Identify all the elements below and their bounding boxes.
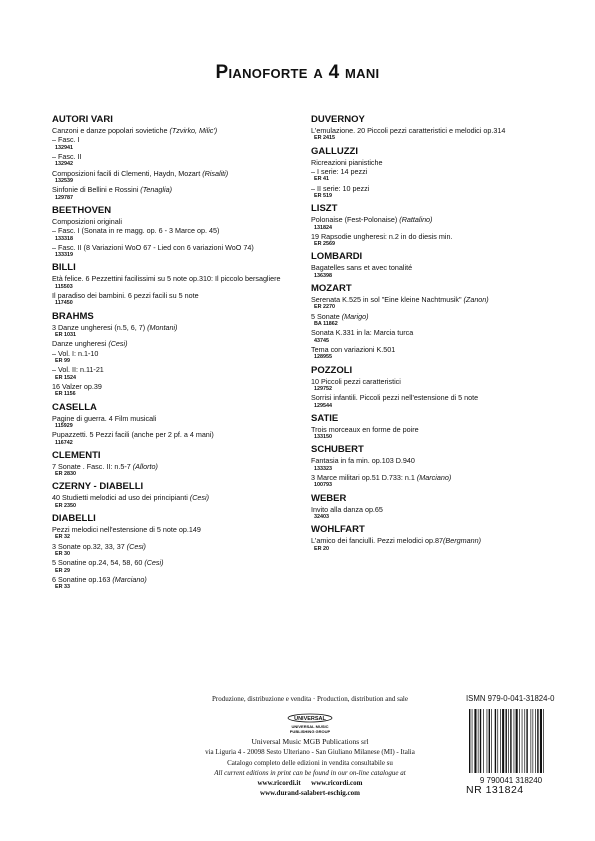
- work-title: Sorrisi infantili. Piccoli pezzi nell'estensione di 5 note: [311, 393, 479, 403]
- work-title: – Fasc. II: [52, 152, 82, 162]
- barcode-bar: [535, 709, 536, 773]
- composer-heading: LISZT: [311, 203, 338, 215]
- work-entry: [311, 536, 561, 545]
- edition-code: ER 1156: [55, 391, 76, 398]
- work-entry: [52, 575, 302, 584]
- composer-heading: BILLI: [52, 262, 76, 274]
- work-arranger: (Marigo): [341, 311, 369, 321]
- website-ricordi-it[interactable]: www.ricordi.it: [257, 779, 301, 788]
- work-entry: [52, 558, 302, 567]
- work-title: Composizioni originali: [52, 216, 122, 226]
- work-entry: [311, 425, 561, 434]
- work-title: L'emulazione. 20 Piccoli pezzi caratteristici e melodici op.314: [311, 126, 506, 135]
- work-title: 3 Marce militari op.51 D.733: n.1: [311, 472, 417, 482]
- work-arranger: (Marciano): [112, 574, 147, 584]
- work-entry: [52, 135, 302, 144]
- publisher-footer: [160, 694, 460, 798]
- ismn-code: ISMN 979-0-041-31824-0: [466, 694, 555, 703]
- work-title: Sonata K.331 in la: Marcia turca: [311, 328, 414, 338]
- edition-code: 131824: [314, 224, 332, 231]
- work-entry: [52, 185, 302, 194]
- work-title: 16 Valzer op.39: [52, 381, 102, 391]
- catalogue-right-column: [311, 111, 561, 553]
- edition-code: 129787: [55, 194, 73, 201]
- work-title: Canzoni e danze popolari sovietiche: [52, 126, 170, 135]
- logo-text-group: PUBLISHING GROUP: [289, 729, 331, 735]
- work-entry: [311, 377, 561, 386]
- edition-code: 115929: [55, 422, 73, 429]
- edition-code: ER 32: [55, 534, 70, 541]
- work-title: Fantasia in fa min. op.103 D.940: [311, 456, 415, 466]
- barcode-bar: [510, 709, 511, 773]
- work-arranger: (Risaliti): [202, 168, 229, 178]
- work-entry: [52, 243, 302, 252]
- barcode-bar: [478, 709, 479, 773]
- edition-code: BA 11862: [314, 321, 338, 328]
- work-entry: [52, 414, 302, 423]
- work-entry: [52, 430, 302, 439]
- work-title: Bagatelles sans et avec tonalité: [311, 263, 413, 273]
- work-title: 40 Studietti melodici ad uso dei principianti: [52, 493, 190, 503]
- work-title: Sinfonie di Bellini e Rossini: [52, 185, 141, 195]
- work-title: 3 Sonate op.32, 33, 37: [52, 541, 127, 551]
- work-title: Pupazzetti. 5 Pezzi facili (anche per 2 pf. a 4 mani): [52, 430, 214, 440]
- work-title: 5 Sonatine op.24, 54, 58, 60: [52, 558, 145, 568]
- work-entry: [52, 349, 302, 358]
- edition-code: 133318: [55, 235, 73, 242]
- barcode-bar: [524, 709, 525, 773]
- barcode-bar: [497, 709, 498, 773]
- composer-heading: SATIE: [311, 412, 339, 424]
- work-entry: [52, 152, 302, 161]
- edition-code: ER 29: [55, 567, 70, 574]
- work-title: Pezzi melodici nell'estensione di 5 note op.149: [52, 524, 201, 534]
- work-title: Ricreazioni pianistiche: [311, 157, 383, 167]
- barcode-bar: [500, 709, 501, 773]
- work-title: Tema con variazioni K.501: [311, 344, 396, 354]
- work-title: Serenata K.525 in sol "Eine kleine Nachtmusik": [311, 295, 464, 305]
- work-arranger: (Cesi): [108, 339, 128, 349]
- work-entry: [311, 263, 561, 272]
- edition-code: ER 33: [55, 584, 70, 591]
- edition-code: 128955: [314, 354, 332, 361]
- barcode-bar: [491, 709, 492, 773]
- website-links: [160, 778, 460, 788]
- edition-code: 133323: [314, 465, 332, 472]
- catalogue-left-column: [52, 111, 302, 591]
- edition-code: 32403: [314, 513, 329, 520]
- work-title: Trois morceaux en forme de poire: [311, 424, 419, 434]
- work-title: 5 Sonate: [311, 311, 342, 321]
- work-entry: [311, 232, 561, 241]
- catalogue-number: NR 131824: [466, 784, 524, 796]
- edition-code: ER 2415: [314, 135, 335, 142]
- work-entry: [311, 215, 561, 224]
- barcode-bar: [489, 709, 490, 773]
- universal-music-logo: [280, 710, 340, 734]
- edition-code: 132941: [55, 144, 73, 151]
- composer-heading: BEETHOVEN: [52, 204, 112, 216]
- barcode-bar: [508, 709, 509, 773]
- barcode-bar: [522, 709, 523, 773]
- composer-heading: WOHLFART: [311, 524, 365, 536]
- work-entry: [52, 226, 302, 235]
- edition-code: ER 2830: [55, 471, 76, 478]
- work-title: 19 Rapsodie ungheresi: n.2 in do diesis min.: [311, 231, 453, 241]
- work-title: Età felice. 6 Pezzettini facilissimi su 5 note op.310: Il piccolo bersagliere: [52, 274, 281, 284]
- work-entry: [52, 365, 302, 374]
- work-title: 10 Piccoli pezzi caratteristici: [311, 376, 401, 386]
- work-entry: [52, 382, 302, 391]
- barcode-bar: [506, 709, 507, 773]
- work-title: 3 Danze ungheresi (n.5, 6, 7): [52, 322, 148, 332]
- barcode-bar: [526, 709, 527, 773]
- edition-code: 132539: [55, 178, 73, 185]
- logo-globe-icon: [280, 710, 340, 724]
- work-title: – II serie: 10 pezzi: [311, 183, 370, 193]
- catalogue-note-en: All current editions in print can be found in our on-line catalogue at: [214, 768, 406, 777]
- edition-code: ER 99: [55, 358, 70, 365]
- work-arranger: (Bergmann): [443, 536, 481, 546]
- work-entry: [311, 505, 561, 514]
- work-title: 7 Sonate . Fasc. II: n.5-7: [52, 461, 133, 471]
- edition-code: 117450: [55, 300, 73, 307]
- work-title: – Fasc. II (8 Variazioni WoO 67 - Lied con 6 variazioni WoO 74): [52, 242, 254, 252]
- work-entry: [311, 473, 561, 482]
- barcode-bar: [537, 709, 538, 773]
- work-arranger: (Allorto): [132, 461, 158, 471]
- work-title: – Vol. I: n.1-10: [52, 348, 99, 358]
- composer-heading: BRAHMS: [52, 310, 94, 322]
- work-entry: [52, 274, 302, 283]
- work-title: – Fasc. I: [52, 135, 80, 145]
- work-title: Invito alla danza op.65: [311, 504, 383, 514]
- composer-heading: GALLUZZI: [311, 145, 358, 157]
- work-entry: [311, 184, 561, 193]
- work-entry: [311, 456, 561, 465]
- work-entry: [311, 312, 561, 321]
- composer-heading: CZERNY - DIABELLI: [52, 481, 144, 493]
- work-title: 6 Sonatine op.163: [52, 574, 113, 584]
- work-arranger: (Rattalino): [399, 215, 433, 225]
- composer-heading: CLEMENTI: [52, 449, 101, 461]
- work-arranger: (Cesi): [126, 541, 146, 551]
- edition-code: 129544: [314, 402, 332, 409]
- barcode-bar: [514, 709, 515, 773]
- work-arranger: (Cesi): [144, 558, 164, 568]
- work-arranger: (Cesi): [189, 493, 210, 503]
- edition-code: ER 20: [314, 545, 329, 552]
- work-entry: [52, 291, 302, 300]
- work-title: L'amico dei fanciulli. Pezzi melodici op.87: [311, 536, 444, 546]
- barcode-bar: [540, 709, 542, 773]
- logo-text-music: UNIVERSAL MUSIC: [291, 724, 329, 730]
- work-title: Il paradiso dei bambini. 6 pezzi facili su 5 note: [52, 291, 199, 301]
- composer-heading: DIABELLI: [52, 512, 96, 524]
- work-entry: [52, 126, 302, 135]
- composer-heading: DUVERNOY: [311, 114, 365, 125]
- barcode-bar: [483, 709, 484, 773]
- work-title: – Vol. II: n.11-21: [52, 365, 104, 375]
- work-arranger: (Tzvirko, Milic'): [169, 126, 218, 135]
- work-arranger: (Zanon): [463, 295, 489, 305]
- edition-code: 129752: [314, 385, 332, 392]
- barcode-bar: [495, 709, 496, 773]
- barcode-digits: 9 790041 318240: [479, 776, 543, 785]
- publisher-address: via Liguria 4 - 20098 Sesto Ulteriano - San Giuliano Milanese (MI) - Italia: [205, 748, 415, 757]
- edition-code: ER 2569: [314, 241, 335, 248]
- edition-code: ER 519: [314, 193, 332, 200]
- work-entry: [52, 169, 302, 178]
- barcode-bar: [516, 709, 518, 773]
- work-title: Polonaise (Fest-Polonaise): [311, 215, 400, 225]
- work-title: – Fasc. I (Sonata in re magg. op. 6 - 3 Marce op. 45): [52, 226, 220, 236]
- composer-heading: WEBER: [311, 492, 347, 504]
- work-entry: [311, 158, 561, 167]
- work-entry: [52, 217, 302, 226]
- composer-heading: CASELLA: [52, 401, 97, 413]
- production-line: Produzione, distribuzione e vendita · Production, distribution and sale: [212, 695, 408, 703]
- work-entry: [52, 493, 302, 502]
- edition-code: 133319: [55, 252, 73, 259]
- edition-code: ER 1524: [55, 374, 76, 381]
- work-entry: [52, 542, 302, 551]
- work-entry: [311, 167, 561, 176]
- barcode-bar: [502, 709, 504, 773]
- barcode-bar: [519, 709, 520, 773]
- barcode-bars: [469, 709, 544, 773]
- edition-code: 133150: [314, 434, 332, 441]
- work-entry: [52, 339, 302, 348]
- barcode-bar: [531, 709, 532, 773]
- edition-code: 136398: [314, 272, 332, 279]
- barcode-bar: [469, 709, 470, 773]
- work-arranger: (Montani): [147, 322, 178, 332]
- work-arranger: (Tenaglia): [140, 185, 172, 195]
- edition-code: 116742: [55, 439, 73, 446]
- barcode-bar: [472, 709, 473, 773]
- edition-code: 100793: [314, 482, 332, 489]
- edition-code: ER 2350: [55, 502, 76, 509]
- composer-heading: LOMBARDI: [311, 251, 363, 263]
- website-ricordi-com[interactable]: www.ricordi.com: [311, 779, 363, 788]
- edition-code: 132942: [55, 161, 73, 168]
- edition-code: ER 1031: [55, 332, 76, 339]
- composer-heading: SCHUBERT: [311, 444, 364, 456]
- logo-wordmark: UNIVERSAL: [294, 716, 326, 723]
- work-entry: [52, 323, 302, 332]
- work-entry: [52, 462, 302, 471]
- edition-code: ER 41: [314, 176, 329, 183]
- barcode-bar: [474, 709, 476, 773]
- work-title: Composizioni facili di Clementi, Haydn, Mozart: [52, 168, 203, 178]
- page-title: Pianoforte a 4 mani: [215, 62, 380, 83]
- barcode-bar: [533, 709, 534, 773]
- barcode: [463, 707, 558, 785]
- work-entry: [311, 295, 561, 304]
- work-entry: [311, 328, 561, 337]
- website-durand[interactable]: www.durand-salabert-eschig.com: [260, 789, 360, 798]
- publisher-name: Universal Music MGB Publications srl: [251, 737, 369, 747]
- work-arranger: (Marciano): [416, 472, 452, 482]
- work-title: – I serie: 14 pezzi: [311, 167, 368, 177]
- work-entry: [311, 393, 561, 402]
- composer-heading: POZZOLI: [311, 364, 353, 376]
- barcode-bar: [487, 709, 488, 773]
- barcode-bar: [480, 709, 481, 773]
- work-entry: [52, 525, 302, 534]
- work-title: Pagine di guerra. 4 Film musicali: [52, 413, 157, 423]
- composer-heading: MOZART: [311, 283, 352, 295]
- catalogue-note-it: Catalogo completo delle edizioni in vendita consultabile su: [227, 758, 393, 767]
- edition-code: ER 2270: [314, 304, 335, 311]
- barcode-bar: [543, 709, 544, 773]
- work-entry: [311, 345, 561, 354]
- work-entry: [311, 126, 561, 135]
- edition-code: 115503: [55, 283, 73, 290]
- work-title: Danze ungheresi: [52, 339, 109, 349]
- edition-code: 43745: [314, 337, 329, 344]
- composer-heading: AUTORI VARI: [52, 114, 113, 125]
- edition-code: ER 30: [55, 550, 70, 557]
